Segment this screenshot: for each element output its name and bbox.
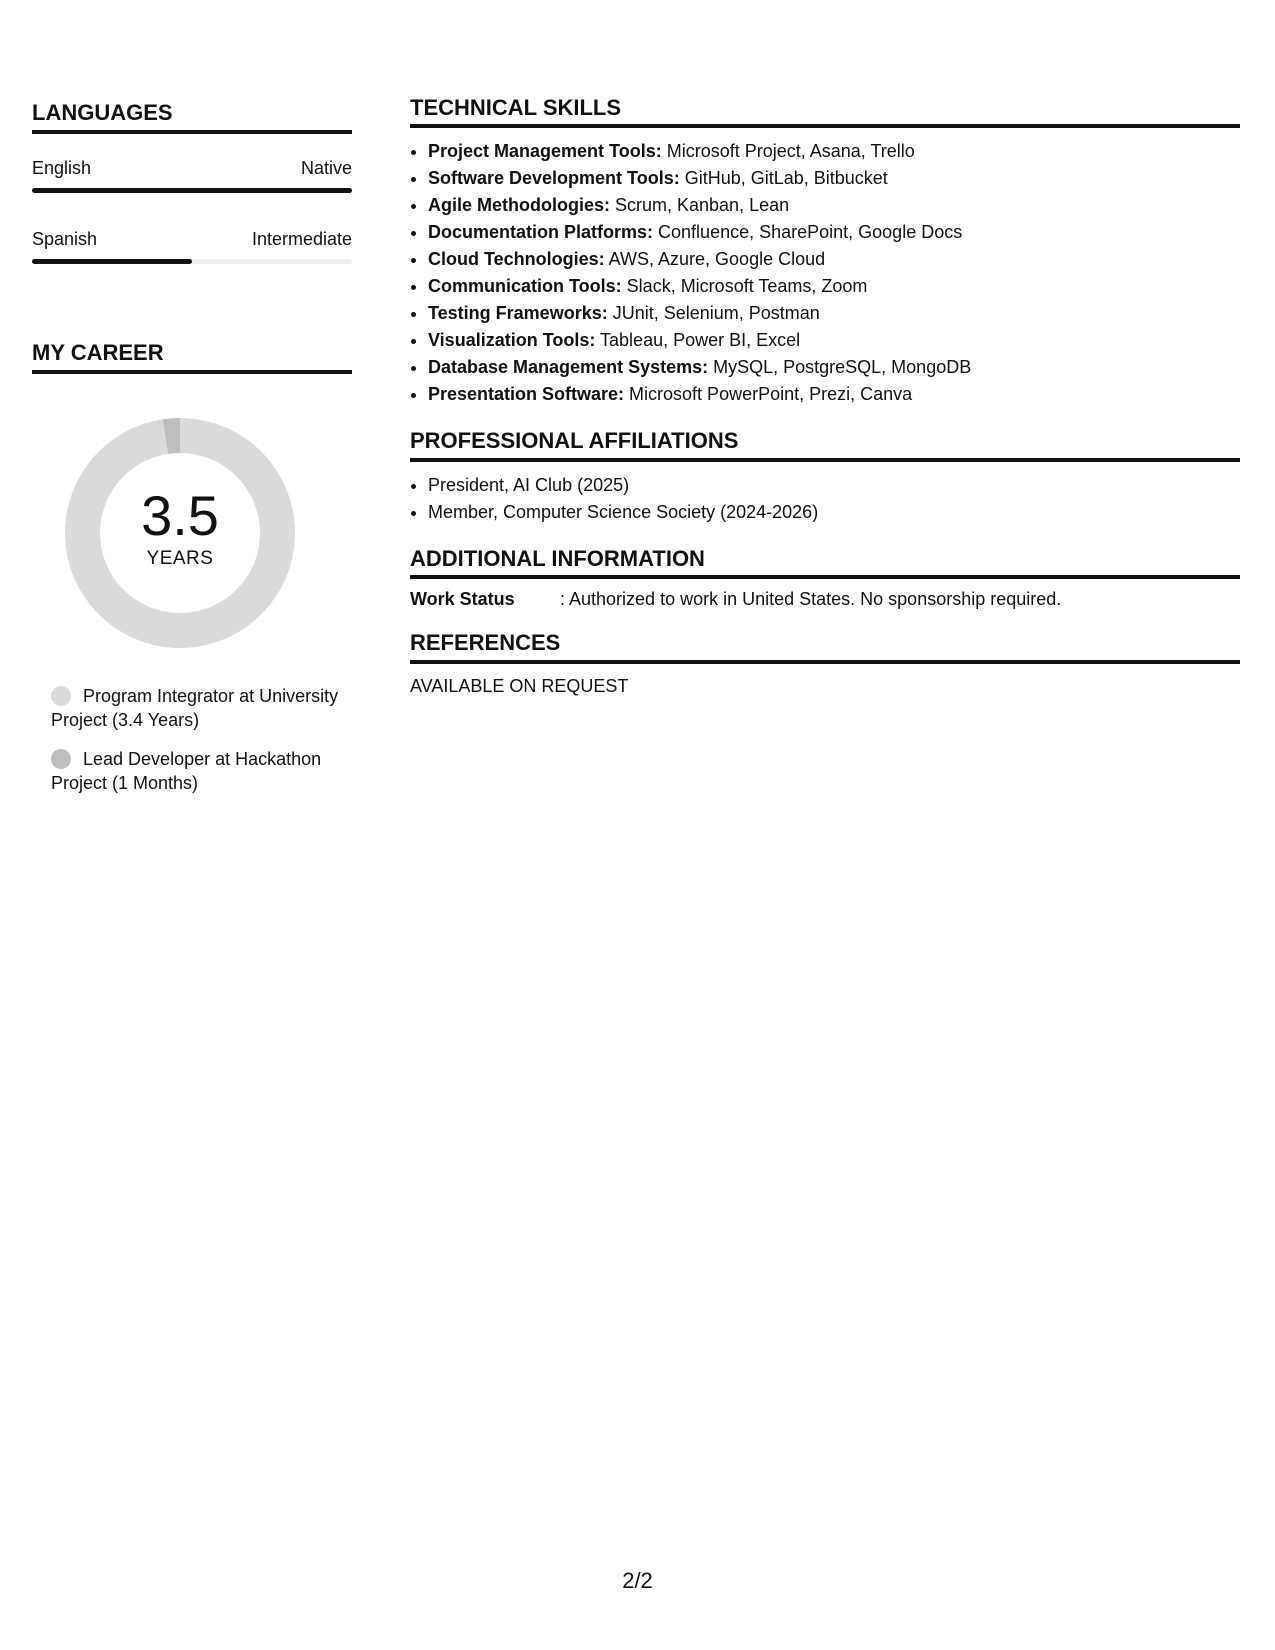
technical-skill-category: Cloud Technologies: (428, 249, 605, 270)
work-status-row (410, 589, 1240, 610)
career-legend (51, 684, 352, 795)
technical-skill-category: Visualization Tools: (428, 330, 596, 351)
technical-skill-values: GitHub, GitLab, Bitbucket (679, 168, 888, 189)
career-legend-item (51, 747, 352, 796)
language-name: English (32, 158, 92, 179)
technical-skill-values: Slack, Microsoft Teams, Zoom (621, 276, 868, 297)
technical-skill-item (428, 138, 1240, 165)
left-column (32, 100, 352, 809)
language-level-bar (32, 188, 352, 193)
technical-skill-item (428, 327, 1240, 354)
technical-skills-list (410, 138, 1240, 408)
technical-skill-category: Software Development Tools: (428, 168, 680, 189)
technical-skill-category: Presentation Software: (428, 384, 625, 405)
page-number: 2/2 (622, 1568, 653, 1593)
language-level: Native (300, 158, 352, 179)
technical-skill-item (428, 165, 1240, 192)
career-total-value: 3.5 (141, 483, 219, 547)
language-item-spanish (32, 229, 352, 264)
career-legend-item (51, 684, 352, 733)
technical-skill-category: Communication Tools: (428, 276, 622, 297)
references-title: REFERENCES (410, 630, 1240, 663)
technical-skill-values: Confluence, SharePoint, Google Docs (653, 222, 963, 243)
work-status-value: : Authorized to work in United States. No sponsorship required. (560, 589, 1062, 610)
technical-skill-item (428, 300, 1240, 327)
career-donut-center (65, 418, 295, 648)
language-level: Intermediate (251, 228, 352, 249)
language-level-bar-fill (32, 259, 192, 264)
career-title: MY CAREER (32, 340, 352, 374)
technical-skill-category: Testing Frameworks: (428, 303, 608, 324)
technical-skill-values: MySQL, PostgreSQL, MongoDB (708, 357, 972, 378)
technical-skill-category: Documentation Platforms: (428, 222, 654, 243)
work-status-label: Work Status (410, 589, 515, 610)
affiliations-title: PROFESSIONAL AFFILIATIONS (410, 428, 1240, 461)
technical-skill-values: AWS, Azure, Google Cloud (604, 249, 826, 270)
technical-skill-values: Microsoft Project, Asana, Trello (661, 141, 915, 162)
affiliations-section (410, 428, 1240, 525)
technical-skills-title: TECHNICAL SKILLS (410, 95, 1240, 128)
technical-skill-values: JUnit, Selenium, Postman (607, 303, 820, 324)
technical-skills-section (410, 95, 1240, 408)
technical-skill-item (428, 381, 1240, 408)
affiliation-item: • Member, Computer Science Society (2024-2026) (428, 499, 1240, 526)
career-legend-label: Lead Developer at Hackathon Project (1 Months) (51, 748, 322, 793)
technical-skill-category: Database Management Systems: (428, 357, 709, 378)
legend-dot-icon (51, 686, 71, 706)
references-text: AVAILABLE ON REQUEST (410, 675, 629, 696)
technical-skill-item (428, 219, 1240, 246)
technical-skill-category: Agile Methodologies: (428, 195, 610, 216)
career-legend-label: Program Integrator at University Project (3.4 Years) (51, 685, 339, 731)
technical-skill-item (428, 192, 1240, 219)
technical-skill-category: Project Management Tools: (428, 141, 662, 162)
references-section (410, 630, 1240, 696)
technical-skill-values: Microsoft PowerPoint, Prezi, Canva (624, 384, 913, 405)
language-level-bar (32, 259, 352, 264)
languages-title: LANGUAGES (32, 100, 352, 134)
technical-skill-item (428, 354, 1240, 381)
language-name: Spanish (32, 228, 98, 249)
career-total-unit: YEARS (146, 547, 214, 569)
affiliation-item: • President, AI Club (2025) (428, 472, 1240, 499)
additional-info-title: ADDITIONAL INFORMATION (410, 546, 1240, 579)
language-level-bar-fill (32, 188, 352, 193)
technical-skill-item (428, 273, 1240, 300)
right-column (410, 95, 1240, 717)
technical-skill-item (428, 246, 1240, 273)
additional-info-section (410, 546, 1240, 610)
affiliations-list (410, 472, 1240, 526)
technical-skill-values: Tableau, Power BI, Excel (595, 330, 801, 351)
language-item-english (32, 158, 352, 193)
legend-dot-icon (51, 749, 71, 769)
career-donut-chart (65, 418, 295, 648)
technical-skill-values: Scrum, Kanban, Lean (610, 195, 790, 216)
